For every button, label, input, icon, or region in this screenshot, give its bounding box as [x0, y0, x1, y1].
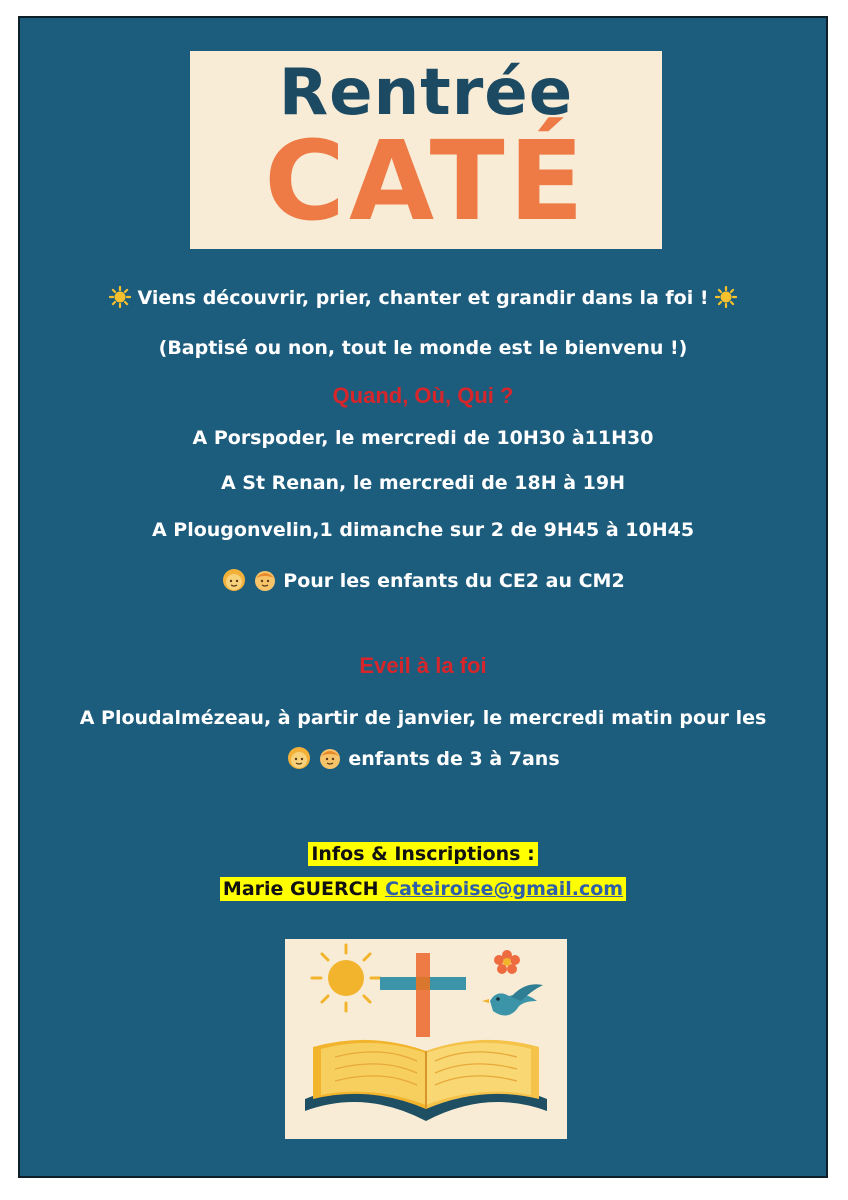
eveil-line-2	[20, 745, 826, 771]
eveil-heading: Eveil à la foi	[359, 653, 487, 678]
audience-line	[20, 567, 826, 593]
contact-name: Marie GUERCH	[222, 878, 379, 900]
invite-line	[20, 286, 826, 310]
invite-text: Viens découvrir, prier, chanter et grandir dans la foi !	[137, 287, 709, 309]
boy-emoji-icon	[252, 567, 278, 593]
contact-line	[20, 877, 826, 901]
welcome-line: (Baptisé ou non, tout le monde est le bienvenu !)	[158, 337, 688, 359]
flower-icon	[494, 950, 520, 974]
girl-emoji-icon	[221, 567, 247, 593]
open-book-icon	[305, 1040, 547, 1121]
cate-heading: Quand, Où, Qui ?	[332, 383, 514, 408]
eveil-line-1: A Ploudalmézeau, à partir de janvier, le mercredi matin pour les	[79, 707, 767, 729]
eveil-line-2-text: enfants de 3 à 7ans	[348, 748, 560, 770]
title-banner	[190, 51, 662, 249]
bird-icon	[482, 984, 543, 1015]
contact-highlight	[220, 877, 626, 901]
audience-text: Pour les enfants du CE2 au CM2	[283, 570, 625, 592]
sun-emoji-icon	[715, 286, 737, 308]
title-cate: CATÉ	[264, 117, 588, 245]
session-porspoder: A Porspoder, le mercredi de 10H30 à11H30	[192, 427, 654, 449]
contact-email-link[interactable]: Cateiroise@gmail.com	[385, 878, 624, 900]
girl-emoji-icon	[286, 745, 312, 771]
catechism-illustration	[285, 939, 567, 1139]
cross-icon	[380, 953, 466, 1037]
contact-label-line	[20, 842, 826, 866]
session-st-renan: A St Renan, le mercredi de 18H à 19H	[220, 472, 626, 494]
poster	[18, 16, 828, 1178]
session-plougonvelin: A Plougonvelin,1 dimanche sur 2 de 9H45 à 10H45	[151, 519, 695, 541]
bible-cross-illustration-icon	[285, 939, 567, 1139]
sun-emoji-icon	[109, 286, 131, 308]
title-rentree: Rentrée	[278, 56, 574, 130]
boy-emoji-icon	[317, 745, 343, 771]
contact-label: Infos & Inscriptions :	[308, 842, 537, 866]
